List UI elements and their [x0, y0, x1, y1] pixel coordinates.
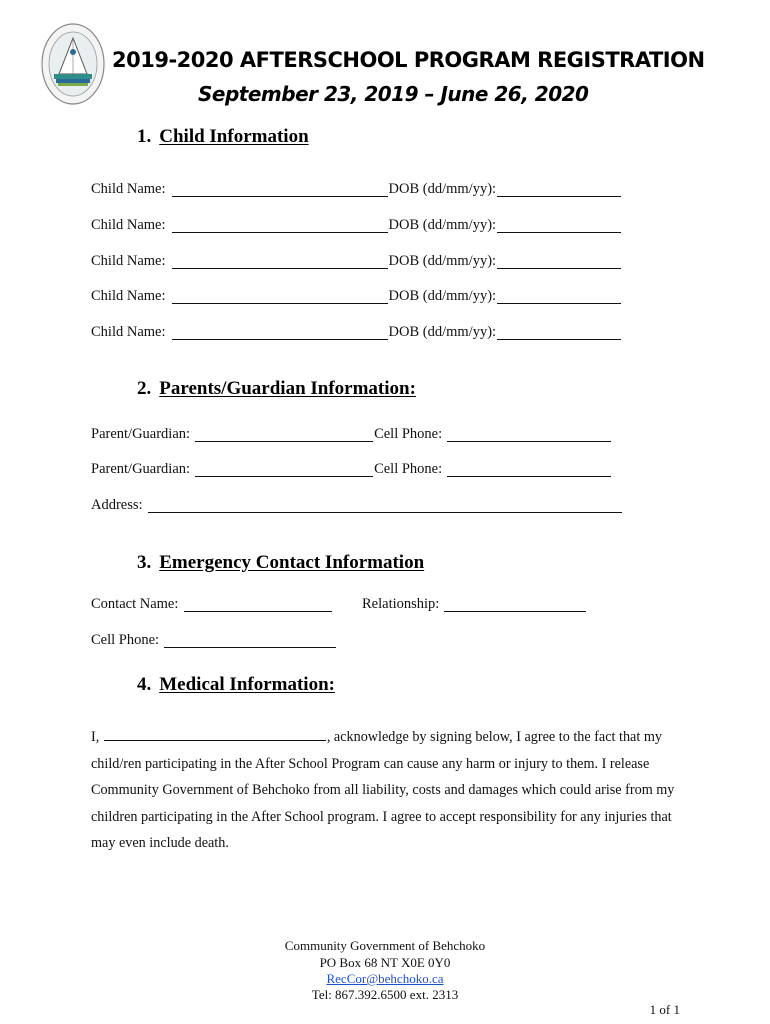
dob-label: DOB (dd/mm/yy):: [388, 217, 497, 233]
child-row: [91, 181, 622, 198]
section-parents-heading: [137, 378, 416, 400]
child-name-label: Child Name:: [91, 253, 166, 269]
relationship-label: Relationship:: [362, 596, 440, 612]
guardian-row: [91, 426, 612, 443]
section-child-heading: [137, 126, 309, 148]
dob-label: DOB (dd/mm/yy):: [388, 324, 497, 340]
emergency-contact-row: [91, 596, 333, 613]
section-number: 4.: [137, 674, 152, 695]
contact-name-field[interactable]: [184, 597, 332, 612]
child-name-field[interactable]: [172, 289, 388, 304]
child-row: [91, 324, 622, 341]
section-title: Emergency Contact Information: [159, 552, 425, 573]
footer-org: Community Government of Behchoko: [284, 938, 486, 953]
guardian-field[interactable]: [195, 427, 373, 442]
behchoko-logo-icon: [40, 22, 106, 106]
child-name-label: Child Name:: [91, 324, 166, 340]
section-emergency-heading: [137, 552, 424, 574]
cell-phone-field[interactable]: [447, 462, 611, 477]
address-label: Address:: [91, 497, 143, 513]
dob-field[interactable]: [497, 254, 621, 269]
cell-phone-field[interactable]: [447, 427, 611, 442]
dob-label: DOB (dd/mm/yy):: [388, 181, 497, 197]
guardian-row: [91, 461, 612, 478]
emergency-cell-phone-label: Cell Phone:: [91, 632, 160, 648]
address-row: [91, 497, 623, 514]
footer-email-line: [0, 971, 770, 987]
dob-field[interactable]: [497, 325, 621, 340]
child-row: [91, 288, 622, 305]
child-name-label: Child Name:: [91, 181, 166, 197]
child-row: [91, 253, 622, 270]
dob-field[interactable]: [497, 182, 621, 197]
contact-name-label: Contact Name:: [91, 596, 179, 612]
waiver-text: , acknowledge by signing below, I agree to the fact that my child/ren participating in the After School Program can cause any harm or injury to them. I release Community Government of Behchoko from all liability, costs and damages which could arise from my children participating in the After School program. I agree to accept responsibility for any injuries that may even include death.: [91, 729, 675, 852]
guardian-label: Parent/Guardian:: [91, 461, 191, 477]
section-number: 3.: [137, 552, 152, 573]
liability-waiver-paragraph: [91, 724, 691, 857]
page-title: 2019-2020 AFTERSCHOOL PROGRAM REGISTRATION: [112, 48, 705, 72]
section-title: Medical Information:: [159, 674, 335, 695]
cell-phone-label: Cell Phone:: [374, 426, 443, 442]
waiver-prefix: I,: [91, 729, 100, 745]
signer-name-field[interactable]: [104, 728, 326, 741]
emergency-cell-phone-field[interactable]: [164, 633, 336, 648]
relationship-field[interactable]: [444, 597, 586, 612]
page-number: 1 of 1: [649, 1002, 680, 1017]
section-medical-heading: [137, 674, 335, 696]
footer-address: PO Box 68 NT X0E 0Y0: [319, 955, 451, 970]
dob-label: DOB (dd/mm/yy):: [388, 288, 497, 304]
section-number: 2.: [137, 378, 152, 399]
cell-phone-label: Cell Phone:: [374, 461, 443, 477]
dob-field[interactable]: [497, 289, 621, 304]
child-row: [91, 217, 622, 234]
dob-field[interactable]: [497, 218, 621, 233]
child-name-label: Child Name:: [91, 288, 166, 304]
footer-email-link[interactable]: RecCor@behchoko.ca: [326, 971, 444, 986]
child-name-field[interactable]: [172, 254, 388, 269]
emergency-phone-row: [91, 632, 337, 649]
guardian-field[interactable]: [195, 462, 373, 477]
footer-tel: Tel: 867.392.6500 ext. 2313: [311, 987, 459, 1002]
child-name-label: Child Name:: [91, 217, 166, 233]
child-name-field[interactable]: [172, 325, 388, 340]
section-number: 1.: [137, 126, 152, 147]
child-name-field[interactable]: [172, 182, 388, 197]
dob-label: DOB (dd/mm/yy):: [388, 253, 497, 269]
section-title: Parents/Guardian Information:: [159, 378, 416, 399]
section-title: Child Information: [159, 126, 309, 147]
relationship-row: [362, 596, 587, 613]
date-range-subtitle: September 23, 2019 – June 26, 2020: [198, 82, 589, 106]
child-name-field[interactable]: [172, 218, 388, 233]
address-field[interactable]: [148, 498, 622, 513]
guardian-label: Parent/Guardian:: [91, 426, 191, 442]
